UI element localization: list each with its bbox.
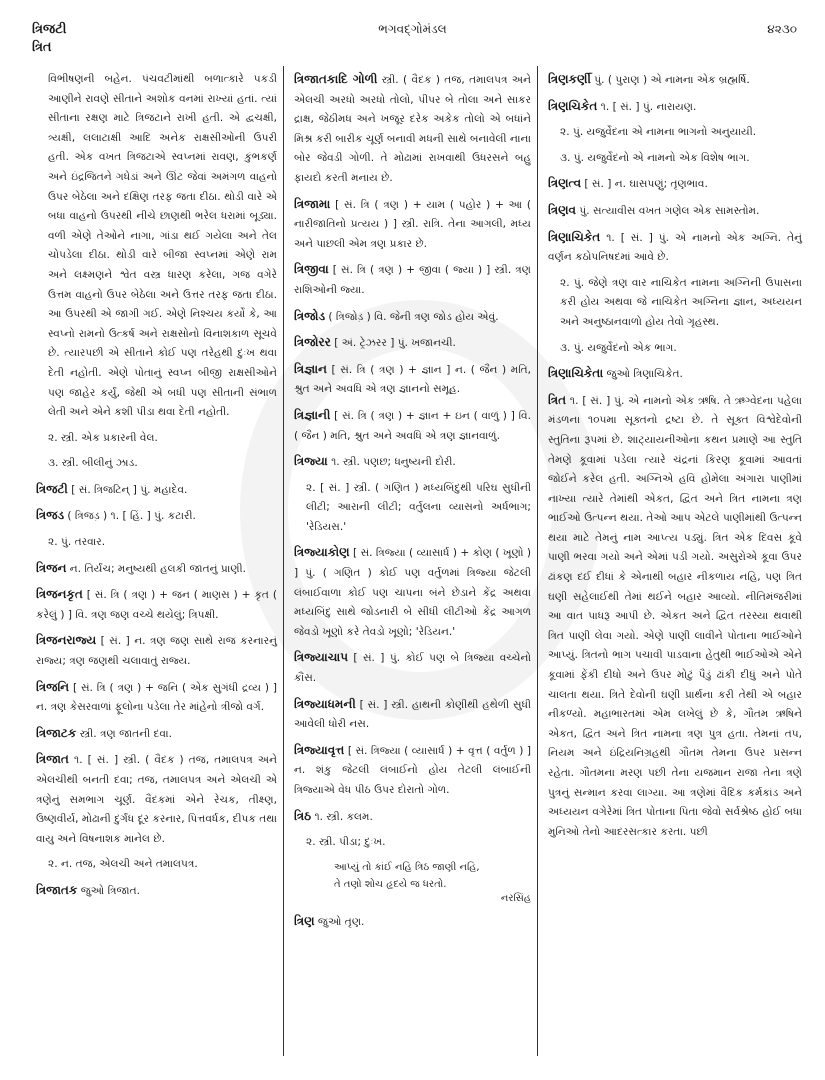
- definition-text: ( ત્રિજોડ઼ ) વિ. જેની ત્રણ જોડ હોય એવું.: [325, 310, 499, 323]
- definition-text: ૧. [ સં. ] પું. નારાયણ.: [597, 100, 697, 113]
- definition-text: [ સં. ત્રિ ( ત્રણ ) + જ્ઞાન + ઇન ( વાળું ) ] વિ. ( જૈન ) મતિ, શ્રુત અને અવધિ એ ત્રણ જ્ઞાનવાળું.: [294, 409, 531, 442]
- sub-sense: ૨. પું. જેણે ત્રણ વાર નાચિકેત નામના અગ્નિની ઉપાસના કરી હોય અથવા જે નાચિકેત અગ્નિના જ્ઞાન, અધ્યયન અને અનુષ્ઠાનવાળો હોય તેવો ગૃહસ્થ.: [560, 276, 802, 328]
- sub-sense: ૩. પું. યજુર્વેદનો એક ભાગ.: [560, 341, 677, 354]
- headword: ત્રિણવ: [548, 202, 577, 217]
- dictionary-entry: [36, 559, 277, 580]
- dictionary-entry: [36, 585, 277, 625]
- headword: ત્રિજીવા: [294, 262, 329, 277]
- headword: ત્રિજનરાજ્ય: [36, 633, 97, 648]
- dictionary-entry: [294, 333, 531, 354]
- dictionary-entry: [548, 364, 802, 385]
- dictionary-entry: [294, 360, 531, 400]
- headword: ત્રિજનિ: [36, 679, 70, 694]
- definition-text: સ્ત્રી. ત્રણ જાતની દવા.: [76, 727, 172, 740]
- definition-text: [ સં. ] પું. કોઈ પણ બે ત્રિજ્યા વચ્ચેનો કૌંસ.: [294, 652, 531, 685]
- headword: ત્રિણકર્ણી: [548, 72, 591, 86]
- headword: ત્રિજાતક: [36, 882, 78, 897]
- dictionary-entry: [294, 648, 531, 688]
- dictionary-entry: [548, 201, 802, 222]
- definition-text: પું. ( પુરાણ ) એ નામના એક બ્રહ્મર્ષિ.: [590, 74, 750, 86]
- headword: ત્રિજોડ: [294, 308, 326, 323]
- headword: ત્રિજ્યાચાપ: [294, 650, 349, 665]
- headword: ત્રિજાત: [36, 752, 69, 767]
- headword: ત્રિજાતકાદિ ગોળી: [294, 72, 378, 86]
- dictionary-entry: [36, 678, 277, 718]
- definition-text: [ અં. ટ્રેઝરર ] પું. ખજાનચી.: [330, 337, 456, 350]
- sub-sense: ૨. પું. યજુર્વેદના એ નામના ભાગનો અનુયાયી.: [560, 126, 757, 139]
- headword: ત્રિજનકૃત: [36, 587, 83, 602]
- definition-text: [ સં. ત્રિ ( ત્રણ ) + જનિ ( એક સુગંધી દ્રવ્ય ) ] ન. ત્રણ કેસરવાળાં ફૂલોના પડેલા તેર માંહેનો ત્રીજો વર્ગ.: [36, 681, 277, 714]
- headword: ત્રિણચિકેત: [548, 98, 598, 113]
- headword: ત્રિજટી: [36, 481, 68, 496]
- definition-text: જુઓ તૃણ.: [314, 915, 365, 928]
- sub-sense: ૨. ન. તજ, એલચી અને તમાલપત્ર.: [48, 858, 198, 871]
- dictionary-entry: [294, 70, 531, 189]
- dictionary-entry: [294, 195, 531, 255]
- dictionary-entry: [36, 724, 277, 745]
- definition-text: ન. તિર્યંચ; મનુષ્યથી હલકી જાતનું પ્રાણી.: [66, 562, 246, 575]
- definition-text: [ સં. ત્રિ ( ત્રણ ) + જન ( માણસ ) + કૃત ( કરેલું ) ] વિ. ત્રણ જણ વચ્ચે થયેલું; ત્રિપક્ષી.: [36, 589, 277, 621]
- dictionary-entry: [294, 807, 531, 828]
- dictionary-entry: [548, 174, 802, 195]
- dictionary-entry: [548, 70, 802, 91]
- quotation-line: આપ્યું તો કાંઈ નહિ ત્રિઠ જાણી નહિ,: [334, 861, 480, 873]
- definition-text: [ સં. ત્રિ ( ત્રણ ) + જીવા ( જ્યા ) ] સ્ત્રી. ત્રણ રાશિઓની જ્યા.: [294, 264, 531, 296]
- definition-text: ૧. [ સં. ] સ્ત્રી. ( વૈદક ) તજ, તમાલપત્ર અને એલચીથી બનતી દવા; તજ, તમાલપત્ર અને એલચી એ ત્રણેનું સમભાગ ચૂર્ણ. વૈદકમાં એને રેચક, તીક્ષ્ણ, ઉષ્ણવીર્ય, મોઢાની દુર્ગંધ દૂર કરનાર, પિત્તવર્ધક, દીપક તથા વાયુ અને વિષનાશક માનેલ છે.: [36, 754, 277, 845]
- definition-text: ૧. [ સં. ] પું. એ નામનો એક ઋષિ. તે ઋગ્વેદના પહેલા મંડળના ૧૦૫મા સૂક્તનો દ્રષ્ટા છે. તે સૂક્ત વિશ્વેદેવોની સ્તુતિના રૂપમાં છે. શાટ્યાયનીઓના કથન પ્રમાણે આ સ્તુતિ તેમણે કૂવામાં પડેલા ત્યારે ચંદ્રનાં કિરણ કૂવામાં આવતાં જોઈને કરેલ હતી. અગ્નિએ હવિ હોમેલા અંગારા પાણીમાં નાખ્યા ત્યારે તેમાંથી એકત, દ્વિત અને ત્રિત નામના ત્રણ ભાઈઓ ઉત્પન્ન થયા. તેઓ આપ એટલે પાણીમાંથી ઉત્પન્ન થયા માટે તેમનું નામ આપ્ત્ય પડ્યું. ત્રિત એક દિવસ કૂવે પાણી ભરવા ગયો અને એમાં પડી ગયો. અસુરોએ કૂવા ઉપર ઢાંકણ દઈ દીધાં કે એનાથી બહાર નીકળાય નહિ, પણ ત્રિત ઘણી સહેલાઈથી તેમાં થઈને બહાર આવ્યો. નીતિમંજરીમાં આ વાત પાધરૂ આપી છે. એકત અને દ્વિત તરસ્યા થવાથી ત્રિત પાણી લેવા ગયો. એણે પાણી લાવીને પોતાના ભાઈઓને આપ્યું. ત્રિતનો ભાગ પચાવી પાડવાના હેતુથી ભાઈઓએ એને કૂવામાં ફેંકી દીધો અને ઉપર મોટું પૈડું ઢાંકી દીધું અને પોતે ચાલતા થયા. ત્રિતે દેવોની ઘણી પ્રાર્થના કરી તેથી એ બહાર નીકળ્યો. મહાભારતમાં એમ લખેલું છે કે, ગૌતમ ઋષિને એકત, દ્વિત અને ત્રિત નામના ત્રણ પુત્ર હતા. તેમનાં તપ, નિયમ અને ઇંદ્રિયનિગ્રહથી ગૌતમ તેમના ઉપર પ્રસન્ન રહેતા. ગૌતમના મરણ પછી તેના યજમાન રાજા તેના ત્રણે પુત્રનું સન્માન કરવા લાગ્યા. આ ત્રણેમાં વૈદિક કર્મકાંડ અને અધ્યયન વગેરેમાં ત્રિત પોતાના પિતા જેવો સર્વશ્રેષ્ઠ હોઈ બધા મુનિઓ તેનો આદરસત્કાર કરતા. પછી: [548, 394, 802, 838]
- headword: ત્રિણત્વ: [548, 176, 582, 191]
- definition-text: [ સં. ત્રિજ્યા ( વ્યાસાર્ધ ) + વૃત્ત ( વર્તુળ ) ] ન. શંકુ જેટલી લંબાઈનો હોય તેટલી લંબાઈની ત્રિજ્યાએ વેધ પીઠ ઉપર દોરાતો ગોળ.: [294, 744, 531, 796]
- dictionary-entry: [36, 506, 277, 527]
- sub-sense: ૩. પું. યજુર્વેદનો એ નામનો એક વિશેષ ભાગ.: [560, 151, 750, 164]
- headword: ત્રિજ્યાવૃત્ત: [294, 742, 345, 757]
- definition-text: ( ત્રિજડ઼ ) ૧. [ હિં. ] પું. કટારી.: [64, 510, 196, 523]
- definition-text: જુઓ ત્રિજાત.: [77, 884, 140, 897]
- headword: ત્રિજન: [36, 560, 67, 575]
- headword: ત્રિણાચિકેતા: [548, 366, 604, 381]
- definition-text: પું. સત્યાવીસ વખત ગણેલ એક સામસ્તોમ.: [576, 204, 760, 217]
- guide-word-first: ત્રિજટી: [32, 22, 67, 37]
- dictionary-columns: [30, 66, 808, 1056]
- definition-text: [ સં. ] ન. ત્રણ જણ સાથે રાજ કરનારનું રાજ્ય; ત્રણ જણથી ચલાવાતું રાજ્ય.: [36, 635, 277, 668]
- dictionary-entry: [294, 452, 531, 473]
- definition-text: [ સં. ] સ્ત્રી. હાથની કોણીથી હથેળી સુધી આવેલી ધોરી નસ.: [294, 698, 531, 731]
- definition-text: ૧. સ્ત્રી. પણછ; ધનુષ્યની દોરી.: [327, 456, 456, 469]
- dictionary-entry: [548, 391, 802, 843]
- headword: ત્રિજ્ઞાની: [294, 407, 331, 422]
- dictionary-entry: [294, 406, 531, 446]
- headword: ત્રિજામા: [294, 196, 331, 211]
- definition-text: ૧. સ્ત્રી. કલમ.: [311, 810, 373, 823]
- dictionary-entry: [294, 260, 531, 300]
- definition-text: [ સં. ત્રિજ્યા ( વ્યાસાર્ધ ) + કોણ ( ખૂણો ) ] પું. ( ગણિત ) કોઈ પણ વર્તુળમાં ત્રિજ્યા જેટલી લંબાઈવાળા કોઈ પણ ચાપના બંને છેડાને કેંદ્ર અથવા મધ્યબિંદુ સાથે જોડનારી બે સીધી લીટીઓ કેંદ્ર આગળ જેવડો ખૂણો કરે તેવડો ખૂણો; 'રેડિયન.': [294, 547, 531, 638]
- dictionary-entry: [36, 881, 277, 902]
- running-title: ભગવદ્ગોમંડલ: [378, 22, 447, 36]
- definition-text: સ્ત્રી. ( વૈદક ) તજ, તમાલપત્ર અને એલચી અરધો અરધો તોલો, પીપર બે તોલા અને સાકર દ્રાક્ષ, જેઠીમધ અને ખજૂર દરેક અકેક તોલો એ બધાંને મિશ્ર કરી બારીક ચૂર્ણ બનાવી મધની સાથે બનાવેલી નાના બોર જેવડી ગોળી. તે મોઢામાં રાખવાથી ઉધરસને બહુ ફાયદો કરતી મનાય છે.: [294, 74, 531, 184]
- headword: ત્રિજ્ઞાન: [294, 361, 327, 376]
- headword: ત્રિજડ: [36, 508, 65, 523]
- definition-text: [ સં. ] ન. ઘાસપણું; તૃણભાવ.: [581, 178, 708, 191]
- sub-sense: ૨. સ્ત્રી. એક પ્રકારની વેલ.: [48, 431, 158, 444]
- definition-text: [ સં. ત્રિ ( ત્રણ ) + જ્ઞાન ] ન. ( જૈન ) મતિ, શ્રુત અને અવધિ એ ત્રણ જ્ઞાનનો સમૂહ.: [294, 363, 531, 396]
- headword: ત્રિણ: [294, 913, 315, 928]
- dictionary-entry: [548, 228, 802, 268]
- dictionary-entry: [294, 912, 531, 933]
- definition-text: જુઓ ત્રિણાચિકેત.: [603, 368, 683, 381]
- dictionary-entry: [36, 750, 277, 849]
- continued-definition: વિભીષણની બહેન. પંચવટીમાંથી બળાત્કારે પકડી આણીને રાવણે સીતાને અશોક વનમાં રાખ્યાં હતાં. ત્યાં સીતાના રક્ષણ માટે ત્રિજટાને રાખી હતી. એ દ્વચક્ષી, ત્ર્યક્ષી, લલાટાક્ષી આદિ અનેક રાક્ષસીઓની ઉપરી હતી. એક વખત ત્રિજટાએ સ્વપ્નમાં રાવણ, કુંભકર્ણ અને ઇંદ્રજિતને ગધેડાં અને ઊંટ જેવાં અમંગળ વાહનો ઉપર બેઠેલા અને દક્ષિણ તરફ જતા દીઠા. થોડી વારે એ બધા વાહનો ઉપરથી નીચે છાણથી ભરેલ ધરામાં બૂડ્યા. વળી એણે તેઓને નાગા, ગાંડા થઈ ગયેલા અને તેલ ચોપડેલા દીઠા. થોડી વારે બીજા સ્વપ્નમાં એણે રામ અને લક્ષ્મણને શ્વેત વસ્ત્ર ધારણ કરેલા, ગજ વગેરે ઉત્તમ વાહનો ઉપર બેઠેલા અને ઉત્તર તરફ જતા દીઠા. આ ઉપરથી એ જાગી ગઈ. એણે નિશ્ચય કર્યો કે, આ સ્વપ્નો રામનો ઉત્કર્ષ અને રાક્ષસોનો વિનાશકાળ સૂચવે છે. ત્યારપછી એ સીતાને કોઈ પણ તરેહથી દુઃખ થવા દેતી નહોતી. એણે પોતાનું સ્વપ્ન બીજી રાક્ષસીઓને પણ જાહેર કર્યું, જેથી એ બધી પણ સીતાની સંભાળ લેતી અને એને કશી પીડા થવા દેતી નહોતી.: [48, 73, 277, 419]
- sub-sense: ૨. [ સં. ] સ્ત્રી. ( ગણિત ) મધ્યબિંદુથી પરિઘ સુધીની લીટી; આરાની લીટી; વર્તુલના વ્યાસનો અર્ધભાગ; 'રેડિયસ.': [306, 481, 531, 533]
- sub-sense: ૨. પું. તરવાર.: [48, 536, 106, 549]
- guide-word-last: ત્રિત: [32, 40, 52, 55]
- column-2: [283, 66, 538, 1056]
- headword: ત્રિજ્યાકોણ: [294, 545, 350, 560]
- definition-text: [ સં. ત્રિજટિન્ ] પું. મહાદેવ.: [67, 483, 188, 496]
- quotation-author: નરસિંહ: [500, 892, 531, 904]
- dictionary-entry: [294, 307, 531, 328]
- definition-text: [ સં. ત્રિ ( ત્રણ ) + યામ ( પહોર ) + આ ( નારીજાતિનો પ્રત્યય ) ] સ્ત્રી. રાત્રિ. તેના આગલી, મધ્ય અને પાછલી એમ ત્રણ પ્રકાર છે.: [294, 198, 531, 250]
- page-number: ૪૨૩૦: [767, 22, 797, 36]
- page-header: [0, 0, 825, 60]
- dictionary-entry: [294, 543, 531, 642]
- dictionary-entry: [36, 631, 277, 671]
- headword: ત્રિજોરર: [294, 335, 331, 350]
- dictionary-entry: [36, 480, 277, 501]
- headword: ત્રિઠ: [294, 808, 312, 823]
- dictionary-entry: [548, 97, 802, 118]
- headword: ત્રિજાટક: [36, 725, 77, 740]
- headword: ત્રિત: [548, 392, 567, 407]
- headword: ત્રિણાચિકેત: [548, 229, 601, 244]
- headword: ત્રિજ્યા: [294, 454, 328, 469]
- headword: ત્રિજ્યાધમની: [294, 696, 356, 711]
- quotation-line: તે તણો શોચ હૃદયે જ ધરતો.: [334, 878, 447, 890]
- dictionary-entry: [294, 695, 531, 735]
- column-1: [30, 66, 283, 1056]
- definition-text: ૧. [ સં. ] પું. એ નામનો એક અગ્નિ. તેનું વર્ણન કઠોપનિષદમાં આવે છે.: [548, 231, 802, 264]
- sub-sense: ૨. સ્ત્રી. પીડા; દુઃખ.: [306, 836, 386, 849]
- dictionary-entry: [294, 741, 531, 801]
- column-3: [538, 66, 808, 1056]
- sub-sense: ૩. સ્ત્રી. બીલીનું ઝાડ.: [48, 457, 138, 470]
